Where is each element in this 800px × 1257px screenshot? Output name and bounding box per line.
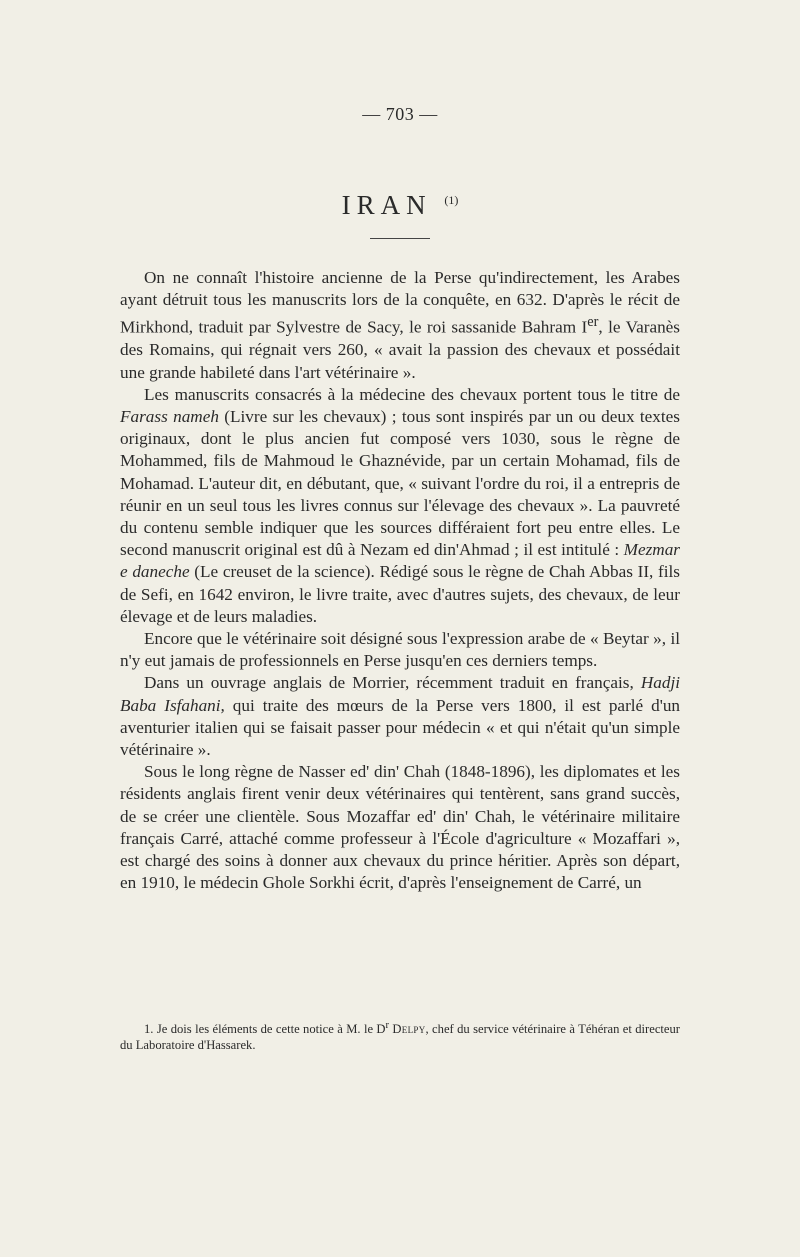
footnote bbox=[120, 1018, 680, 1053]
text-run: (Livre sur les chevaux) ; tous sont inspirés par un ou deux textes originaux, dont le plus ancien fut composé vers 1030, sous le règne de Mohammed, fils de Mahmoud le Ghaznévide, par un certain Mohamad, fils de Mohamad. L'auteur dit, en débutant, que, « suivant l'ordre du roi, il a entrepris de réunir en un seul tous les livres connus sur l'élevage des chevaux ». La pauvreté du contenu semble indiquer que les sources différaient fort peu entre elles. Le second manuscrit original est dû à Nezam ed din'Ahmad ; il est intitulé : bbox=[120, 406, 680, 560]
footnote-marker: (1) bbox=[444, 193, 459, 207]
text-run: Les manuscrits consacrés à la médecine des chevaux portent tous le titre de bbox=[144, 384, 680, 404]
paragraph bbox=[120, 628, 680, 672]
text-run: Dans un ouvrage anglais de Morrier, récemment traduit en français, bbox=[144, 673, 641, 693]
text-run: (Le creuset de la science). Rédigé sous le règne de Chah Abbas II, fils de Sefi, en 1642 environ, le livre traite, avec d'autres sujets, des chevaux, de leur élevage et de leurs maladies. bbox=[120, 562, 680, 626]
italic-title: Mezmar e daneche bbox=[120, 540, 680, 582]
italic-title: Hadji Baba Isfahani, bbox=[120, 673, 680, 715]
text-run: Sous le long règne de Nasser ed' din' Chah (1848-1896), les diplomates et les résidents anglais firent venir deux vétérinaires qui tentèrent, sans grand succès, de se créer une clientèle. Sous Mozaffar ed' din' Chah, le vétérinaire militaire français Carré, attaché comme professeur à l'École d'agriculture « Mozaffari », est chargé des soins à donner aux chevaux du prince héritier. Après son départ, en 1910, le médecin Ghole Sorkhi écrit, d'après l'enseignement de Carré, un bbox=[120, 762, 680, 893]
text-run: On ne connaît l'histoire ancienne de la Perse qu'indirectement, les Arabes ayant détruit tous les manuscrits lors de la conquête, en 632. D'après le récit de Mirkhond, traduit par Sylvestre de Sacy, le roi sassanide Bahram I bbox=[120, 268, 680, 338]
title-text: IRAN bbox=[341, 190, 432, 220]
text-run: , chef du service vétérinaire à Téhéran et directeur du Laboratoire d'Hassarek. bbox=[120, 1022, 680, 1053]
text-run: qui traite des mœurs de la Perse vers 1800, il est parlé d'un aventurier italien qui se faisait passer pour médecin « et qui n'était qu'un simple vétérinaire ». bbox=[120, 695, 681, 759]
superscript: r bbox=[385, 1020, 390, 1031]
text-run: , le Varanès des Romains, qui régnait vers 260, « avait la passion des chevaux et possédait une grande habileté dans l'art vétérinaire ». bbox=[120, 318, 680, 382]
italic-title: Farass nameh bbox=[120, 406, 219, 426]
page-title bbox=[0, 190, 800, 221]
author-name: Delpy bbox=[392, 1022, 426, 1037]
superscript: er bbox=[587, 314, 599, 331]
text-run: 1. Je dois les éléments de cette notice à M. le D bbox=[144, 1022, 386, 1037]
body-text bbox=[120, 267, 680, 894]
paragraph bbox=[120, 384, 680, 628]
title-divider bbox=[370, 238, 430, 239]
text-run: Encore que le vétérinaire soit désigné sous l'expression arabe de « Beytar », il n'y eut jamais de professionnels en Perse jusqu'en ces derniers temps. bbox=[120, 628, 680, 671]
page-number: — 703 — bbox=[362, 104, 438, 124]
paragraph bbox=[120, 761, 680, 894]
paragraph bbox=[120, 267, 680, 384]
paragraph bbox=[120, 672, 680, 761]
footnotes bbox=[120, 1018, 680, 1053]
